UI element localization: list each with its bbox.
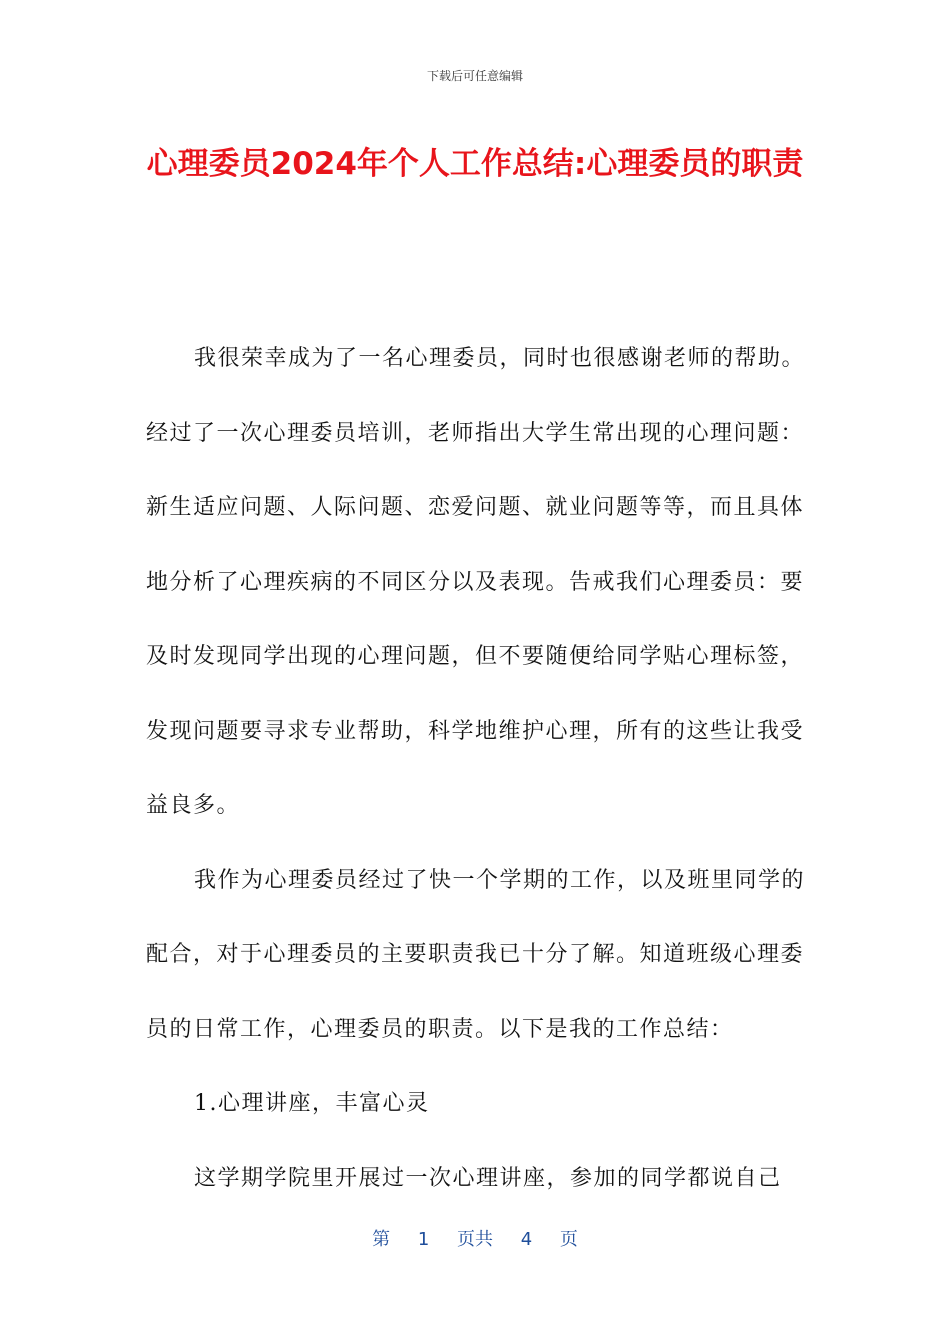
download-note: 下载后可任意编辑: [426, 69, 523, 83]
paragraph-1: 我很荣幸成为了一名心理委员，同时也很感谢老师的帮助。经过了一次心理委员培训，老师指出大学生常出现的心理问题：新生适应问题、人际问题、恋爱问题、就业问题等等，而且具体地分析了心理疾病的不同区分以及表现。告戒我们心理委员：要及时发现同学出现的心理问题，但不要随便给同学贴心理标签，发现问题要寻求专业帮助，科学地维护心理，所有的这些让我受益良多。: [146, 346, 806, 818]
section-heading-1: 1.心理讲座，丰富心灵: [194, 1091, 430, 1116]
total-pages-number: 4: [520, 1229, 533, 1250]
page-label-prefix: 第: [372, 1229, 391, 1250]
page-label-mid: 页共: [457, 1229, 493, 1250]
page-label-suffix: 页: [559, 1229, 578, 1250]
document-body: [146, 322, 810, 1216]
paragraph-2: 我作为心理委员经过了快一个学期的工作，以及班里同学的配合，对于心理委员的主要职责我已十分了解。知道班级心理委员的日常工作，心理委员的职责。以下是我的工作总结：: [146, 867, 806, 1042]
current-page-number: 1: [417, 1229, 430, 1250]
paragraph-3: 这学期学院里开展过一次心理讲座，参加的同学都说自己: [194, 1165, 782, 1191]
document-title: 心理委员2024年个人工作总结:心理委员的职责: [146, 146, 804, 182]
page-footer: [0, 1225, 950, 1251]
